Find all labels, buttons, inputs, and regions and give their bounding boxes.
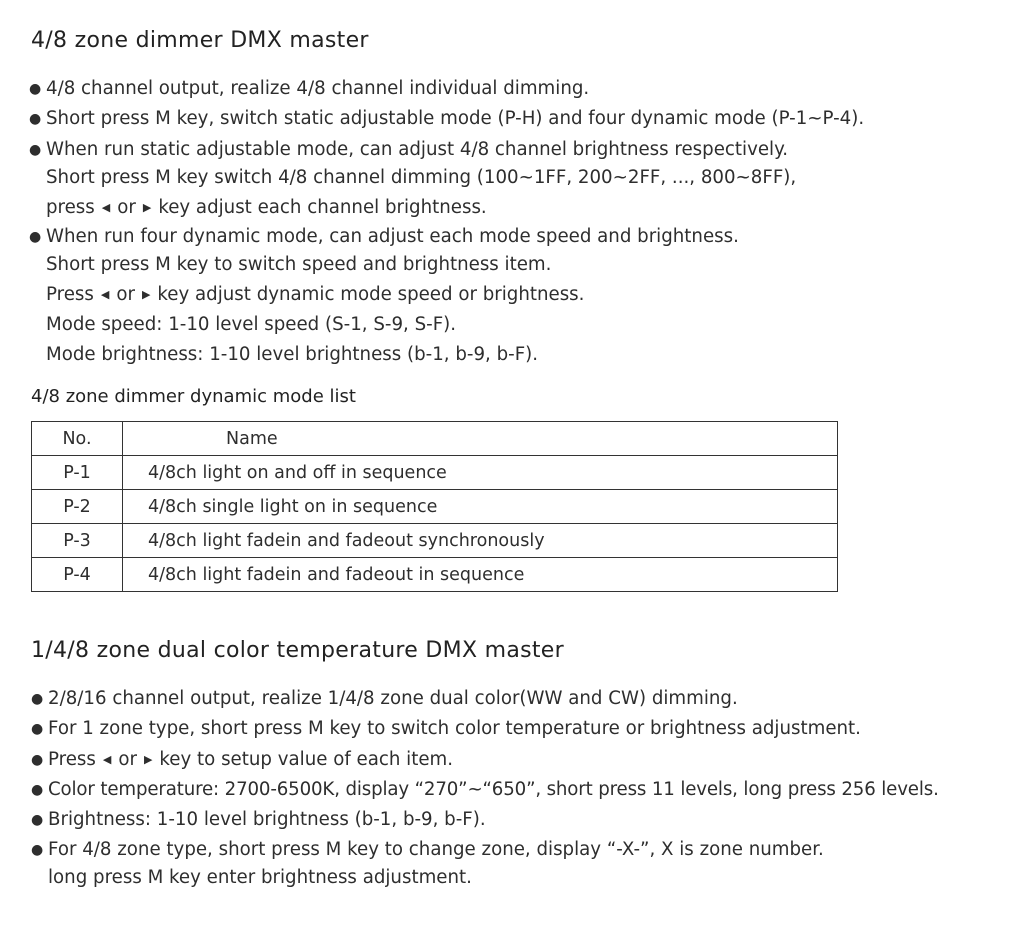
mode-name: 4/8ch single light on in sequence — [123, 490, 838, 524]
bullet-continuation: Short press M key to switch speed and brightness item. — [46, 254, 552, 275]
bullet-icon: ● — [31, 691, 44, 707]
left-arrow-icon: ◀ — [101, 201, 111, 214]
bullet-icon: ● — [31, 752, 44, 768]
bullet-continuation: long press M key enter brightness adjustment. — [48, 867, 472, 888]
bullet-item: ● When run four dynamic mode, can adjust each mode speed and brightness. — [29, 226, 739, 247]
bullet-icon: ● — [31, 842, 44, 858]
bullet-icon: ● — [29, 142, 42, 158]
table-row — [32, 490, 838, 524]
column-header-name: Name — [123, 422, 838, 456]
bullet-icon: ● — [31, 812, 44, 828]
table-header-row — [32, 422, 838, 456]
right-arrow-icon: ▶ — [141, 288, 151, 301]
mode-number: P-3 — [32, 524, 123, 558]
bullet-item: ● Press ◀ or ▶ key to setup value of each item. — [31, 749, 454, 770]
mode-list-table — [31, 421, 838, 592]
bullet-item: ● Color temperature: 2700-6500K, display “270”~“650”, short press 11 levels, long press 256 levels. — [31, 779, 939, 800]
bullet-item: ● For 1 zone type, short press M key to switch color temperature or brightness adjustment. — [31, 718, 861, 739]
bullet-continuation: Mode speed: 1-10 level speed (S-1, S-9, S-F). — [46, 314, 457, 335]
right-arrow-icon: ▶ — [142, 201, 152, 214]
bullet-item: ● For 4/8 zone type, short press M key to change zone, display “-X-”, X is zone number. — [31, 839, 824, 860]
bullet-item: ● Brightness: 1-10 level brightness (b-1, b-9, b-F). — [31, 809, 486, 830]
bullet-icon: ● — [29, 111, 42, 127]
bullet-continuation: Mode brightness: 1-10 level brightness (b-1, b-9, b-F). — [46, 344, 539, 365]
bullet-continuation: press ◀ or ▶ key adjust each channel brightness. — [46, 197, 487, 218]
mode-name: 4/8ch light on and off in sequence — [123, 456, 838, 490]
bullet-item: ● Short press M key, switch static adjustable mode (P-H) and four dynamic mode (P-1~P-4). — [29, 108, 865, 129]
bullet-icon: ● — [29, 81, 42, 97]
section-title-dimmer: 4/8 zone dimmer DMX master — [31, 28, 369, 53]
mode-list-heading: 4/8 zone dimmer dynamic mode list — [31, 386, 356, 407]
right-arrow-icon: ▶ — [143, 753, 153, 766]
bullet-icon: ● — [31, 721, 44, 737]
section-title-dual-color: 1/4/8 zone dual color temperature DMX master — [31, 638, 564, 663]
bullet-continuation: Press ◀ or ▶ key adjust dynamic mode speed or brightness. — [46, 284, 585, 305]
bullet-item: ● When run static adjustable mode, can adjust 4/8 channel brightness respectively. — [29, 139, 789, 160]
left-arrow-icon: ◀ — [100, 288, 110, 301]
table-row — [32, 524, 838, 558]
mode-number: P-1 — [32, 456, 123, 490]
bullet-continuation: Short press M key switch 4/8 channel dimming (100~1FF, 200~2FF, ..., 800~8FF), — [46, 167, 797, 188]
bullet-icon: ● — [31, 782, 44, 798]
column-header-no: No. — [32, 422, 123, 456]
mode-number: P-4 — [32, 558, 123, 592]
table-row — [32, 558, 838, 592]
left-arrow-icon: ◀ — [102, 753, 112, 766]
mode-name: 4/8ch light fadein and fadeout synchronously — [123, 524, 838, 558]
mode-number: P-2 — [32, 490, 123, 524]
mode-name: 4/8ch light fadein and fadeout in sequence — [123, 558, 838, 592]
bullet-icon: ● — [29, 229, 42, 245]
bullet-item: ● 2/8/16 channel output, realize 1/4/8 zone dual color(WW and CW) dimming. — [31, 688, 738, 709]
bullet-item: ● 4/8 channel output, realize 4/8 channel individual dimming. — [29, 78, 590, 99]
table-row — [32, 456, 838, 490]
